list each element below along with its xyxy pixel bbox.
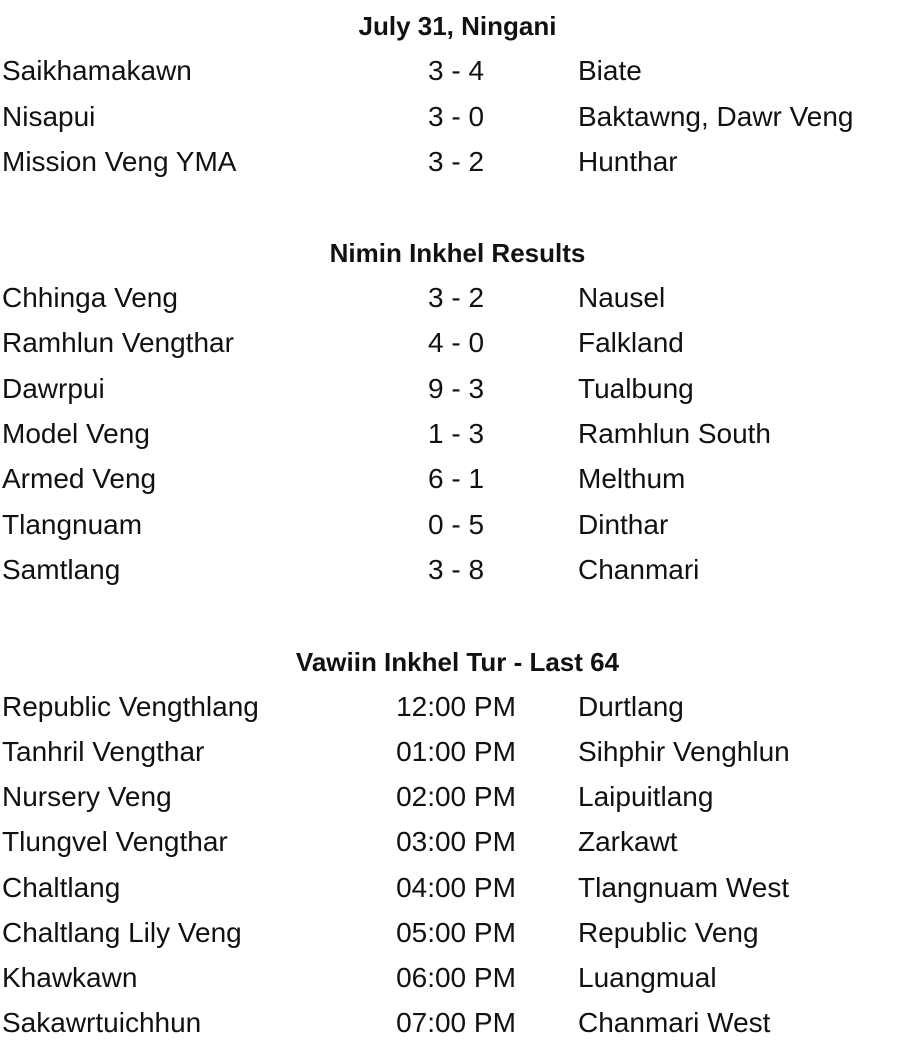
fixture-row [0,685,915,729]
match-row [0,367,915,411]
kickoff-time: 05:00 PM [396,917,516,948]
away-team: Tlangnuam West [578,872,790,903]
away-team: Ramhlun South [578,418,772,449]
fixture-row [0,775,915,819]
away-team: Republic Veng [578,917,759,948]
away-team: Zarkawt [578,826,678,857]
fixture-row [0,820,915,864]
away-team: Biate [578,55,642,86]
score: 1 - 3 [427,418,485,449]
score: 3 - 2 [427,282,485,313]
score: 6 - 1 [427,463,485,494]
home-team: Ramhlun Vengthar [2,327,234,358]
home-team: Saikhamakawn [2,55,192,86]
away-team: Melthum [578,463,686,494]
home-team: Republic Vengthlang [2,691,259,722]
match-row [0,321,915,365]
fixture-row [0,730,915,774]
home-team: Armed Veng [2,463,157,494]
home-team: Khawkawn [2,962,138,993]
away-team: Laipuitlang [578,781,714,812]
kickoff-time: 04:00 PM [396,872,516,903]
match-row [0,412,915,456]
home-team: Dawrpui [2,373,105,404]
home-team: Tlungvel Vengthar [2,826,228,857]
section-title: Vawiin Inkhel Tur - Last 64 [295,647,620,677]
home-team: Model Veng [2,418,150,449]
home-team: Nisapui [2,101,96,132]
away-team: Baktawng, Dawr Veng [578,101,854,132]
away-team: Luangmual [578,962,717,993]
away-team: Sihphir Venghlun [578,736,790,767]
kickoff-time: 02:00 PM [396,781,516,812]
home-team: Tlangnuam [2,509,143,540]
score: 3 - 4 [427,55,485,86]
score: 3 - 8 [427,554,485,585]
kickoff-time: 06:00 PM [396,962,516,993]
home-team: Sakawrtuichhun [2,1007,202,1038]
match-row [0,95,915,139]
away-team: Nausel [578,282,666,313]
fixture-row [0,866,915,910]
away-team: Falkland [578,327,684,358]
home-team: Samtlang [2,554,121,585]
away-team: Hunthar [578,146,678,177]
home-team: Nursery Veng [2,781,172,812]
kickoff-time: 12:00 PM [396,691,516,722]
score: 0 - 5 [427,509,485,540]
section-title: Nimin Inkhel Results [329,238,586,268]
match-row [0,49,915,93]
away-team: Chanmari [578,554,700,585]
score: 4 - 0 [427,327,485,358]
fixture-row [0,1001,915,1045]
section-title: July 31, Ningani [358,11,557,41]
fixture-row [0,911,915,955]
kickoff-time: 01:00 PM [396,736,516,767]
match-row [0,140,915,184]
home-team: Chhinga Veng [2,282,178,313]
home-team: Tanhril Vengthar [2,736,205,767]
home-team: Mission Veng YMA [2,146,237,177]
away-team: Tualbung [578,373,694,404]
away-team: Dinthar [578,509,669,540]
match-row [0,548,915,592]
score: 3 - 0 [427,101,485,132]
home-team: Chaltlang [2,872,121,903]
score: 9 - 3 [427,373,485,404]
away-team: Chanmari West [578,1007,771,1038]
away-team: Durtlang [578,691,684,722]
fixture-row [0,956,915,1000]
match-row [0,457,915,501]
score: 3 - 2 [427,146,485,177]
match-row [0,503,915,547]
kickoff-time: 03:00 PM [396,826,516,857]
kickoff-time: 07:00 PM [396,1007,516,1038]
home-team: Chaltlang Lily Veng [2,917,242,948]
match-row [0,276,915,320]
